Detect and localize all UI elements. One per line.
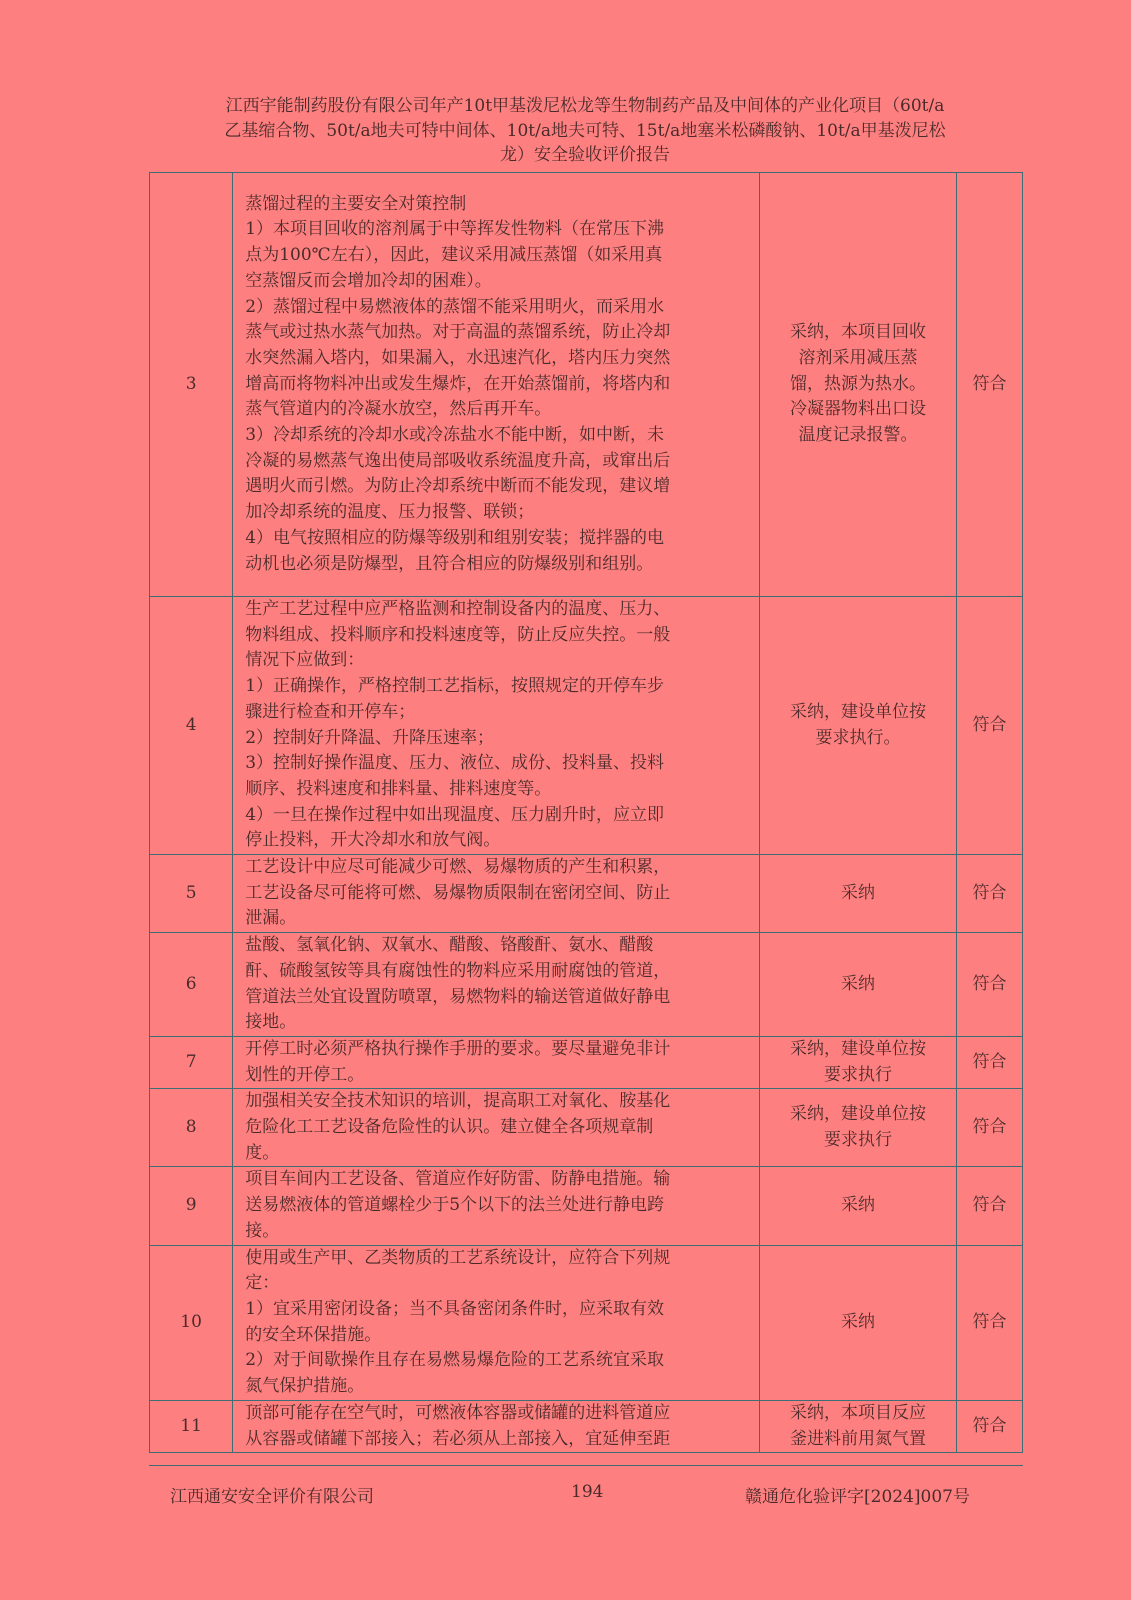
row-number: 3 <box>150 173 233 597</box>
row-number: 5 <box>150 855 233 933</box>
table-row <box>150 855 1023 933</box>
adoption-line: 采纳，建设单位按 <box>790 701 927 722</box>
content-line: 生产工艺过程中应严格监测和控制设备内的温度、压力、 <box>245 599 671 619</box>
content-line: 蒸气或过热水蒸气加热。对于高温的蒸馏系统，防止冷却 <box>245 322 671 343</box>
compliance-result: 符合 <box>957 1167 1023 1245</box>
content-line: 冷凝的易燃蒸气逸出使局部吸收系统温度升高，或窜出后 <box>245 450 671 471</box>
content-line: 2）控制好升降温、升降压速率； <box>245 727 495 748</box>
adoption-line: 要求执行。 <box>815 727 901 748</box>
adoption-line: 要求执行 <box>824 1129 893 1150</box>
content-line: 物料组成、投料顺序和投料速度等，防止反应失控。一般 <box>245 624 671 645</box>
safety-measure-text <box>233 855 760 933</box>
footer-divider <box>149 1465 1023 1466</box>
table-row <box>150 173 1023 597</box>
footer-doc-number: 赣通危化验评字[2024]007号 <box>745 1487 970 1507</box>
compliance-result: 符合 <box>957 1245 1023 1400</box>
report-header <box>150 94 1020 168</box>
safety-measure-text <box>233 173 760 597</box>
row-number: 9 <box>150 1167 233 1245</box>
adoption-line: 采纳 <box>841 973 876 994</box>
adoption-status <box>760 933 957 1037</box>
adoption-line: 釜进料前用氮气置 <box>790 1428 927 1449</box>
table-row <box>150 1089 1023 1167</box>
adoption-status <box>760 173 957 597</box>
content-line: 2）蒸馏过程中易燃液体的蒸馏不能采用明火，而采用水 <box>245 296 665 317</box>
content-line: 1）宜采用密闭设备；当不具备密闭条件时，应采取有效 <box>245 1298 665 1319</box>
table-row <box>150 1400 1023 1452</box>
content-line: 从容器或储罐下部接入；若必须从上部接入，宜延伸至距 <box>245 1428 671 1449</box>
adoption-line: 采纳，本项目回收 <box>790 322 927 343</box>
compliance-result: 符合 <box>957 933 1023 1037</box>
content-line: 增高而将物料冲出或发生爆炸，在开始蒸馏前，将塔内和 <box>245 373 671 394</box>
content-line: 3）控制好操作温度、压力、液位、成份、投料量、投料 <box>245 753 665 774</box>
content-line: 泄漏。 <box>245 908 297 929</box>
content-line: 蒸馏过程的主要安全对策控制 <box>245 193 467 214</box>
content-line: 顺序、投料速度和排料量、排料速度等。 <box>245 778 552 799</box>
content-line: 度。 <box>245 1142 280 1163</box>
table-row <box>150 1036 1023 1088</box>
adoption-line: 要求执行 <box>824 1064 893 1085</box>
content-line: 接地。 <box>245 1012 297 1033</box>
safety-measure-text <box>233 597 760 855</box>
content-line: 盐酸、氢氧化钠、双氧水、醋酸、铬酸酐、氨水、醋酸 <box>245 935 654 956</box>
content-line: 点为100℃左右），因此，建议采用减压蒸馏（如采用真 <box>245 245 663 266</box>
adoption-status <box>760 597 957 855</box>
adoption-status <box>760 1400 957 1452</box>
table-row <box>150 1167 1023 1245</box>
content-line: 酐、硫酸氢铵等具有腐蚀性的物料应采用耐腐蚀的管道， <box>245 960 671 981</box>
content-line: 氮气保护措施。 <box>245 1376 365 1397</box>
content-line: 危险化工工艺设备危险性的认识。建立健全各项规章制 <box>245 1117 654 1138</box>
adoption-line: 冷凝器物料出口设 <box>790 399 927 420</box>
content-line: 遇明火而引燃。为防止冷却系统中断而不能发现，建议增 <box>245 476 671 497</box>
content-line: 开停工时必须严格执行操作手册的要求。要尽量避免非计 <box>245 1038 671 1059</box>
adoption-line: 采纳，本项目反应 <box>790 1402 927 1423</box>
adoption-line: 采纳 <box>841 1195 876 1216</box>
adoption-status <box>760 1245 957 1400</box>
content-line: 接。 <box>245 1220 280 1241</box>
safety-measure-text <box>233 1089 760 1167</box>
header-line: 江西宇能制药股份有限公司年产10t甲基泼尼松龙等生物制药产品及中间体的产业化项目（60t/a <box>225 96 945 116</box>
content-line: 划性的开停工。 <box>245 1064 365 1085</box>
header-line: 乙基缩合物、50t/a地夫可特中间体、10t/a地夫可特、15t/a地塞米松磷酸钠、10t/a甲基泼尼松 <box>224 120 946 141</box>
compliance-result: 符合 <box>957 597 1023 855</box>
content-line: 加冷却系统的温度、压力报警、联锁； <box>245 502 535 523</box>
content-line: 使用或生产甲、乙类物质的工艺系统设计，应符合下列规 <box>245 1247 671 1268</box>
row-number: 11 <box>150 1400 233 1452</box>
row-number: 10 <box>150 1245 233 1400</box>
measures-table-wrap <box>149 172 1023 1464</box>
compliance-result: 符合 <box>957 855 1023 933</box>
row-number: 8 <box>150 1089 233 1167</box>
adoption-line: 溶剂采用减压蒸 <box>798 347 918 368</box>
adoption-status <box>760 1036 957 1088</box>
row-number: 4 <box>150 597 233 855</box>
content-line: 3）冷却系统的冷却水或冷冻盐水不能中断，如中断，未 <box>245 425 665 446</box>
table-body <box>150 173 1023 1453</box>
adoption-status <box>760 855 957 933</box>
table-row <box>150 597 1023 855</box>
content-line: 工艺设计中应尽可能减少可燃、易爆物质的产生和积累， <box>245 857 671 878</box>
compliance-result: 符合 <box>957 1036 1023 1088</box>
adoption-status <box>760 1167 957 1245</box>
safety-measure-text <box>233 1400 760 1452</box>
compliance-result: 符合 <box>957 173 1023 597</box>
content-line: 蒸气管道内的冷凝水放空，然后再开车。 <box>245 399 552 420</box>
content-line: 管道法兰处宜设置防喷罩，易燃物料的输送管道做好静电 <box>245 986 671 1007</box>
table-row <box>150 933 1023 1037</box>
content-line: 工艺设备尽可能将可燃、易爆物质限制在密闭空间、防止 <box>245 882 671 903</box>
row-number: 6 <box>150 933 233 1037</box>
safety-measure-text <box>233 1167 760 1245</box>
adoption-line: 温度记录报警。 <box>798 425 918 446</box>
content-line: 2）对于间歇操作且存在易燃易爆危险的工艺系统宜采取 <box>245 1350 665 1371</box>
adoption-line: 采纳 <box>841 1311 876 1332</box>
content-line: 的安全环保措施。 <box>245 1324 382 1345</box>
table-row <box>150 1245 1023 1400</box>
adoption-line: 采纳 <box>841 882 876 903</box>
header-line: 龙）安全验收评价报告 <box>500 145 670 165</box>
content-line: 水突然漏入塔内，如果漏入，水迅速汽化，塔内压力突然 <box>245 347 671 368</box>
content-line: 送易燃液体的管道螺栓少于5个以下的法兰处进行静电跨 <box>245 1195 665 1216</box>
content-line: 定： <box>245 1273 280 1294</box>
content-line: 空蒸馏反而会增加冷却的困难）。 <box>245 270 492 291</box>
safety-measure-text <box>233 1036 760 1088</box>
row-number: 7 <box>150 1036 233 1088</box>
content-line: 停止投料，开大冷却水和放气阀。 <box>245 830 501 851</box>
content-line: 顶部可能存在空气时，可燃液体容器或储罐的进料管道应 <box>245 1402 671 1423</box>
content-line: 4）一旦在操作过程中如出现温度、压力剧升时，应立即 <box>245 804 665 825</box>
content-line: 情况下应做到： <box>245 650 365 671</box>
content-line: 项目车间内工艺设备、管道应作好防雷、防静电措施。输 <box>245 1169 671 1190</box>
compliance-result: 符合 <box>957 1400 1023 1452</box>
content-line: 动机也必须是防爆型，且符合相应的防爆级别和组别。 <box>245 553 654 574</box>
content-line: 1）正确操作，严格控制工艺指标，按照规定的开停车步 <box>245 676 665 697</box>
footer-company: 江西通安安全评价有限公司 <box>170 1487 374 1507</box>
safety-measure-text <box>233 1245 760 1400</box>
content-line: 1）本项目回收的溶剂属于中等挥发性物料（在常压下沸 <box>245 219 665 240</box>
content-line: 骤进行检查和开停车； <box>245 701 416 722</box>
footer-page-number: 194 <box>571 1482 604 1502</box>
content-line: 加强相关安全技术知识的培训，提高职工对氧化、胺基化 <box>245 1091 671 1112</box>
compliance-result: 符合 <box>957 1089 1023 1167</box>
adoption-line: 采纳，建设单位按 <box>790 1104 927 1125</box>
adoption-line: 馏，热源为热水。 <box>790 373 927 394</box>
measures-table <box>149 172 1023 1453</box>
adoption-status <box>760 1089 957 1167</box>
content-line: 4）电气按照相应的防爆等级别和组别安装；搅拌器的电 <box>245 527 665 548</box>
adoption-line: 采纳，建设单位按 <box>790 1038 927 1059</box>
safety-measure-text <box>233 933 760 1037</box>
